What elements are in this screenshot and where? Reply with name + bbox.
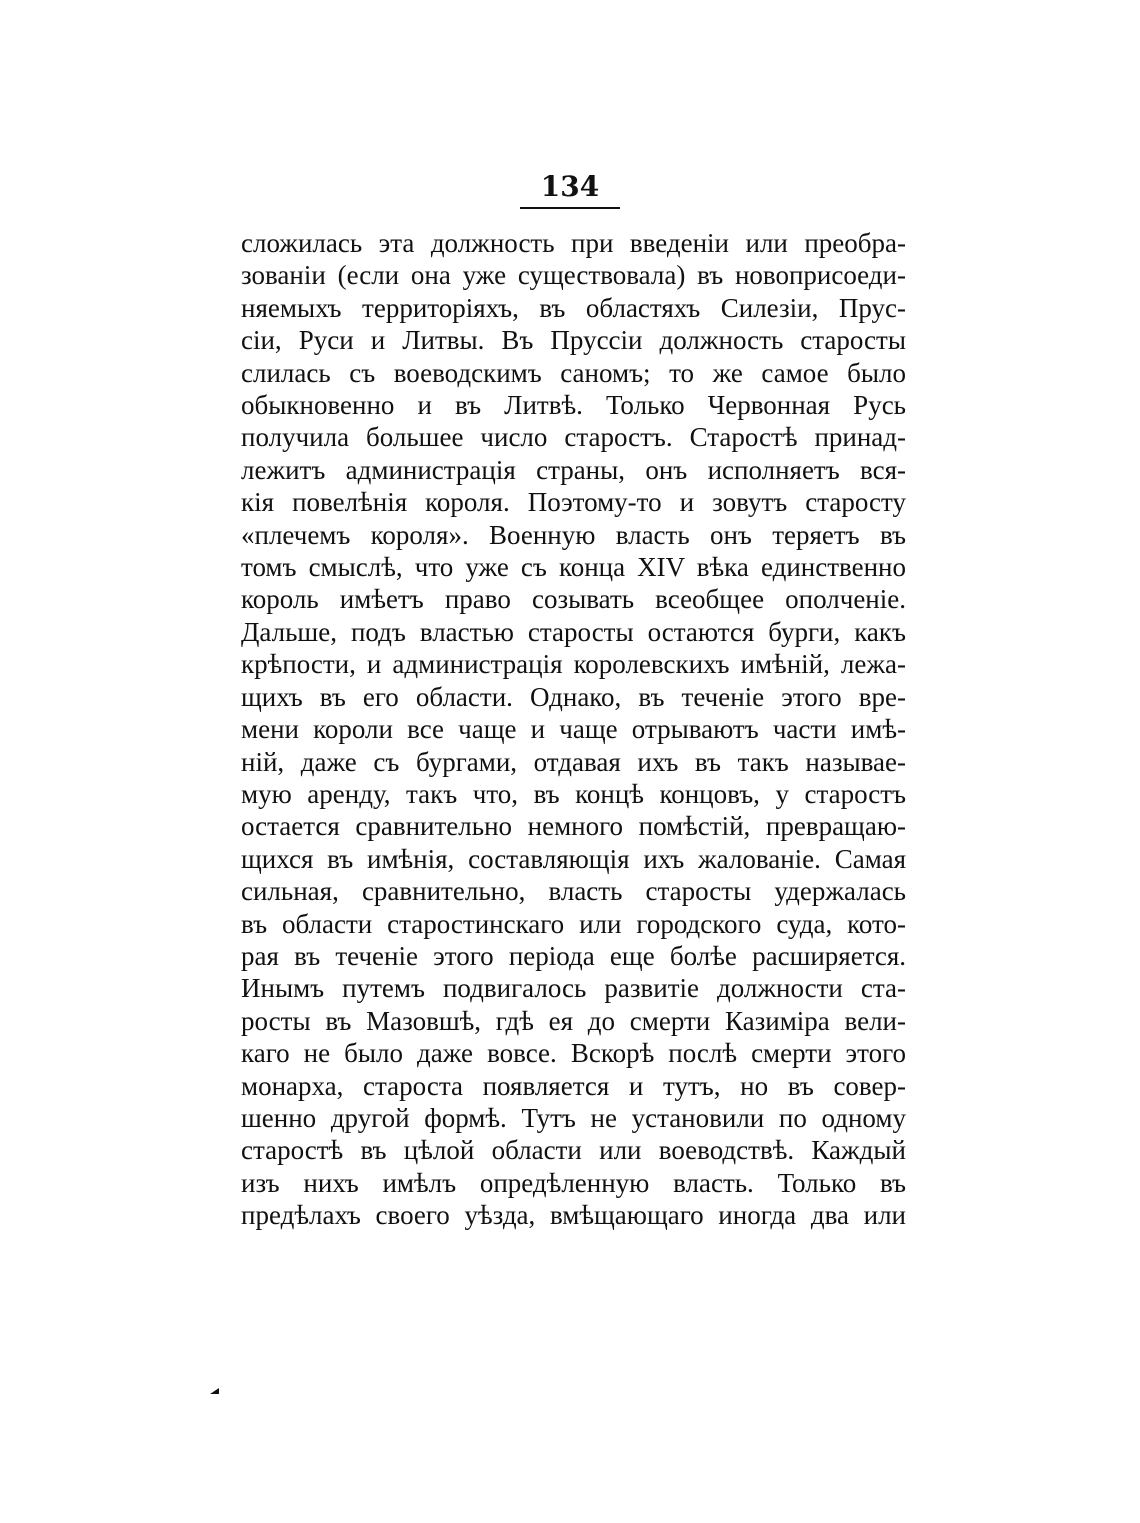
text-line: крѣпости, и администрація королевскихъ имѣній, лежа- — [241, 649, 906, 680]
text-line: сильная, сравнительно, власть старосты удержалась — [241, 876, 906, 907]
scan-mark — [210, 1388, 219, 1394]
text-line: зованіи (если она уже существовала) въ новоприсоеди- — [241, 260, 906, 291]
text-line: получила большее число старостъ. Старостѣ принад- — [241, 422, 906, 453]
text-line: Инымъ путемъ подвигалось развитіе должности ста- — [241, 973, 906, 1004]
text-line: мени короли все чаще и чаще отрываютъ части имѣ- — [241, 714, 906, 745]
text-line: кія повелѣнія короля. Поэтому-то и зовутъ старосту — [241, 487, 906, 518]
text-line: обыкновенно и въ Литвѣ. Только Червонная Русь — [241, 390, 906, 421]
text-line: король имѣетъ право созывать всеобщее ополченіе. — [241, 584, 906, 615]
text-line: росты въ Мазовшѣ, гдѣ ея до смерти Казиміра вели- — [241, 1005, 906, 1036]
body-text — [241, 227, 906, 1232]
text-line: мую аренду, такъ что, въ концѣ концовъ, у старостъ — [241, 778, 906, 809]
text-line: «плечемъ короля». Военную власть онъ теряетъ въ — [241, 519, 906, 550]
text-line: шенно другой формѣ. Тутъ не установили по одному — [241, 1102, 906, 1133]
text-line: въ области старостинскаго или городского суда, кото- — [241, 908, 906, 939]
text-line: щихся въ имѣнія, составляющія ихъ жалованіе. Самая — [241, 843, 906, 874]
text-line: слилась съ воеводскимъ саномъ; то же самое было — [241, 357, 906, 388]
text-line: ній, даже съ бургами, отдавая ихъ въ такъ называе- — [241, 746, 906, 777]
page-number-rule — [520, 207, 620, 209]
text-line: остается сравнительно немного помѣстій, превращаю- — [241, 811, 906, 842]
text-line: предѣлахъ своего уѣзда, вмѣщающаго иногда два или — [241, 1200, 906, 1231]
text-line: изъ нихъ имѣлъ опредѣленную власть. Только въ — [241, 1167, 906, 1198]
text-line: сложилась эта должность при введеніи или преобра- — [241, 228, 906, 258]
text-line: щихъ въ его области. Однако, въ теченіе этого вре- — [241, 681, 906, 712]
text-line: рая въ теченіе этого періода еще болѣе расширяется. — [241, 940, 906, 971]
text-line: Дальше, подъ властью старосты остаются бурги, какъ — [241, 616, 906, 647]
text-line: томъ смыслѣ, что уже съ конца XIV вѣка единственно — [241, 552, 906, 583]
text-line: монарха, староста появляется и тутъ, но въ совер- — [241, 1070, 906, 1101]
text-line: старостѣ въ цѣлой области или воеводствѣ. Каждый — [241, 1135, 906, 1166]
text-line: лежитъ администрація страны, онъ исполняетъ вся- — [241, 454, 906, 485]
text-line: няемыхъ территоріяхъ, въ областяхъ Силезіи, Прус- — [241, 292, 906, 323]
text-line: сіи, Руси и Литвы. Въ Пруссіи должность старосты — [241, 325, 906, 356]
text-line: каго не было даже вовсе. Вскорѣ послѣ смерти этого — [241, 1038, 906, 1069]
page-number: 134 — [540, 170, 600, 203]
